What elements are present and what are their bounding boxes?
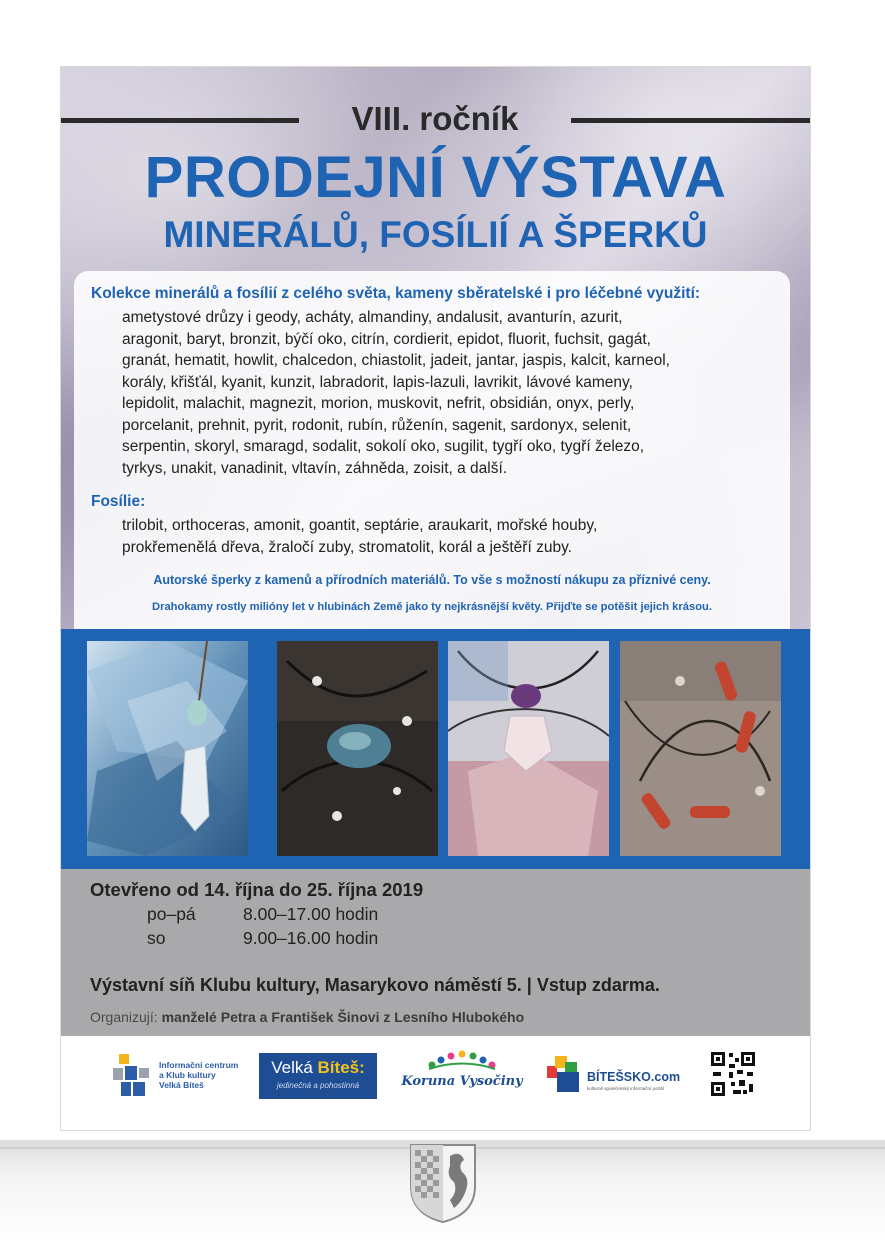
logo-biteskso bbox=[547, 1052, 695, 1102]
fossils-line: prokřemenělá dřeva, žraločí zuby, stromatolit, korál a ještěří zuby. bbox=[122, 539, 572, 556]
coral-necklace-image bbox=[620, 641, 781, 856]
title-main: PRODEJNÍ VÝSTAVA bbox=[144, 145, 727, 210]
edition-rule-left bbox=[61, 118, 299, 123]
title-sub: MINERÁLŮ, FOSÍLIÍ A ŠPERKŮ bbox=[163, 214, 708, 255]
exhibition-poster bbox=[60, 66, 811, 1131]
crystal-pendant-image bbox=[87, 641, 248, 856]
edition-rule-right bbox=[571, 118, 810, 123]
ic-line: a Klub kultury bbox=[159, 1070, 216, 1080]
vb-name-a: Velká bbox=[271, 1058, 318, 1077]
venue-line: Výstavní síň Klubu kultury, Masarykovo náměstí 5. | Vstup zdarma. bbox=[90, 975, 660, 995]
photo-labradorite-necklace bbox=[277, 641, 438, 856]
vb-tagline: jedinečná a pohostinná bbox=[276, 1081, 360, 1090]
amethyst-necklace-image bbox=[448, 641, 609, 856]
biteskso-subtext: kulturně společenský informační portál bbox=[587, 1086, 664, 1091]
schedule-weekdays bbox=[147, 904, 378, 925]
minerals-line: ametystové drůzy i geody, acháty, almandiny, andalusit, avanturín, azurit, bbox=[122, 309, 623, 326]
minerals-line: porcelanit, prehnit, pyrit, rodonit, rubín, růženín, sagenit, sardonyx, selenit, bbox=[122, 416, 632, 434]
qr-code[interactable] bbox=[709, 1050, 757, 1098]
schedule-days: so bbox=[147, 928, 166, 948]
organizers-label: Organizují: bbox=[90, 1009, 162, 1025]
photo-strip bbox=[61, 629, 810, 869]
schedule-days: po–pá bbox=[147, 904, 196, 924]
crown-dots-icon bbox=[427, 1050, 497, 1070]
organizers-names: manželé Petra a František Šinovi z Lesního Hlubokého bbox=[161, 1009, 525, 1025]
gems-note: Drahokamy rostly milióny let v hlubinách Země jako ty nejkrásnější květy. Přijďte se potěšit jejich krásou. bbox=[152, 601, 712, 613]
photo-coral-necklace bbox=[620, 641, 781, 856]
minerals-line: granát, hematit, howlit, chalcedon, chiastolit, jadeit, jantar, jaspis, kalcit, karneol, bbox=[122, 352, 670, 369]
fossils-heading: Fosílie: bbox=[91, 493, 146, 510]
minerals-line: tyrkys, unakit, vanadinit, vltavín, záhněda, zoisit, a další. bbox=[122, 459, 508, 477]
photo-crystal-pendant bbox=[87, 641, 248, 856]
koruna-text: Koruna Vysočiny bbox=[401, 1074, 523, 1089]
fossils-line: trilobit, orthoceras, amonit, goantit, septárie, araukarit, mořské houby, bbox=[122, 517, 598, 534]
biteskso-text: BÍTEŠSKO.com bbox=[587, 1070, 681, 1084]
minerals-line: korály, křišťál, kyanit, kunzit, labradorit, lapis-lazuli, lavrikit, lávové kameny, bbox=[122, 373, 633, 391]
edition-label: VIII. ročník bbox=[351, 100, 519, 137]
vb-name-b: Bíteš: bbox=[317, 1058, 365, 1077]
biteskso-icon bbox=[547, 1056, 585, 1094]
opening-dates: Otevřeno od 14. října do 25. října 2019 bbox=[90, 879, 424, 900]
minerals-line: aragonit, baryt, bronzit, býčí oko, citrín, cordierit, epidot, fluorit, fuchsit, gagát, bbox=[122, 330, 651, 348]
vb-name bbox=[259, 1058, 377, 1078]
info-panel bbox=[74, 271, 790, 629]
ic-line: Informační centrum bbox=[159, 1060, 239, 1070]
photo-amethyst-necklace bbox=[448, 641, 609, 856]
labradorite-necklace-image bbox=[277, 641, 438, 856]
minerals-line: lepidolit, malachit, magnezit, morion, muskovit, nefrit, obsidián, onyx, perly, bbox=[122, 395, 635, 412]
qr-code-icon bbox=[709, 1050, 757, 1098]
coat-of-arms-icon bbox=[408, 1142, 478, 1224]
jewelry-note: Autorské šperky z kamenů a přírodních materiálů. To vše s možností nákupu za příznivé ceny. bbox=[153, 573, 711, 587]
fossils-list bbox=[122, 515, 782, 559]
ic-icon bbox=[113, 1054, 153, 1098]
schedule-hours: 8.00–17.00 hodin bbox=[243, 904, 379, 924]
logo-velka-bites bbox=[259, 1053, 377, 1099]
ic-line: Velká Bíteš bbox=[159, 1080, 204, 1090]
organizers-line bbox=[90, 1009, 524, 1025]
minerals-line: serpentin, skoryl, smaragd, sodalit, sokolí oko, sugilit, tygří oko, tygří železo, bbox=[122, 438, 645, 455]
sponsor-logos bbox=[61, 1036, 810, 1130]
hours-section bbox=[61, 869, 810, 1036]
hero-section bbox=[61, 67, 810, 629]
minerals-list bbox=[122, 307, 782, 479]
edition-row bbox=[61, 99, 810, 139]
ic-text bbox=[159, 1060, 238, 1090]
schedule-saturday bbox=[147, 928, 378, 949]
minerals-heading: Kolekce minerálů a fosílií z celého světa, kameny sběratelské i pro léčebné využití: bbox=[91, 285, 701, 302]
schedule-hours: 9.00–16.00 hodin bbox=[243, 928, 379, 948]
logo-koruna-vysociny bbox=[399, 1050, 525, 1102]
logo-informacni-centrum bbox=[113, 1054, 243, 1100]
